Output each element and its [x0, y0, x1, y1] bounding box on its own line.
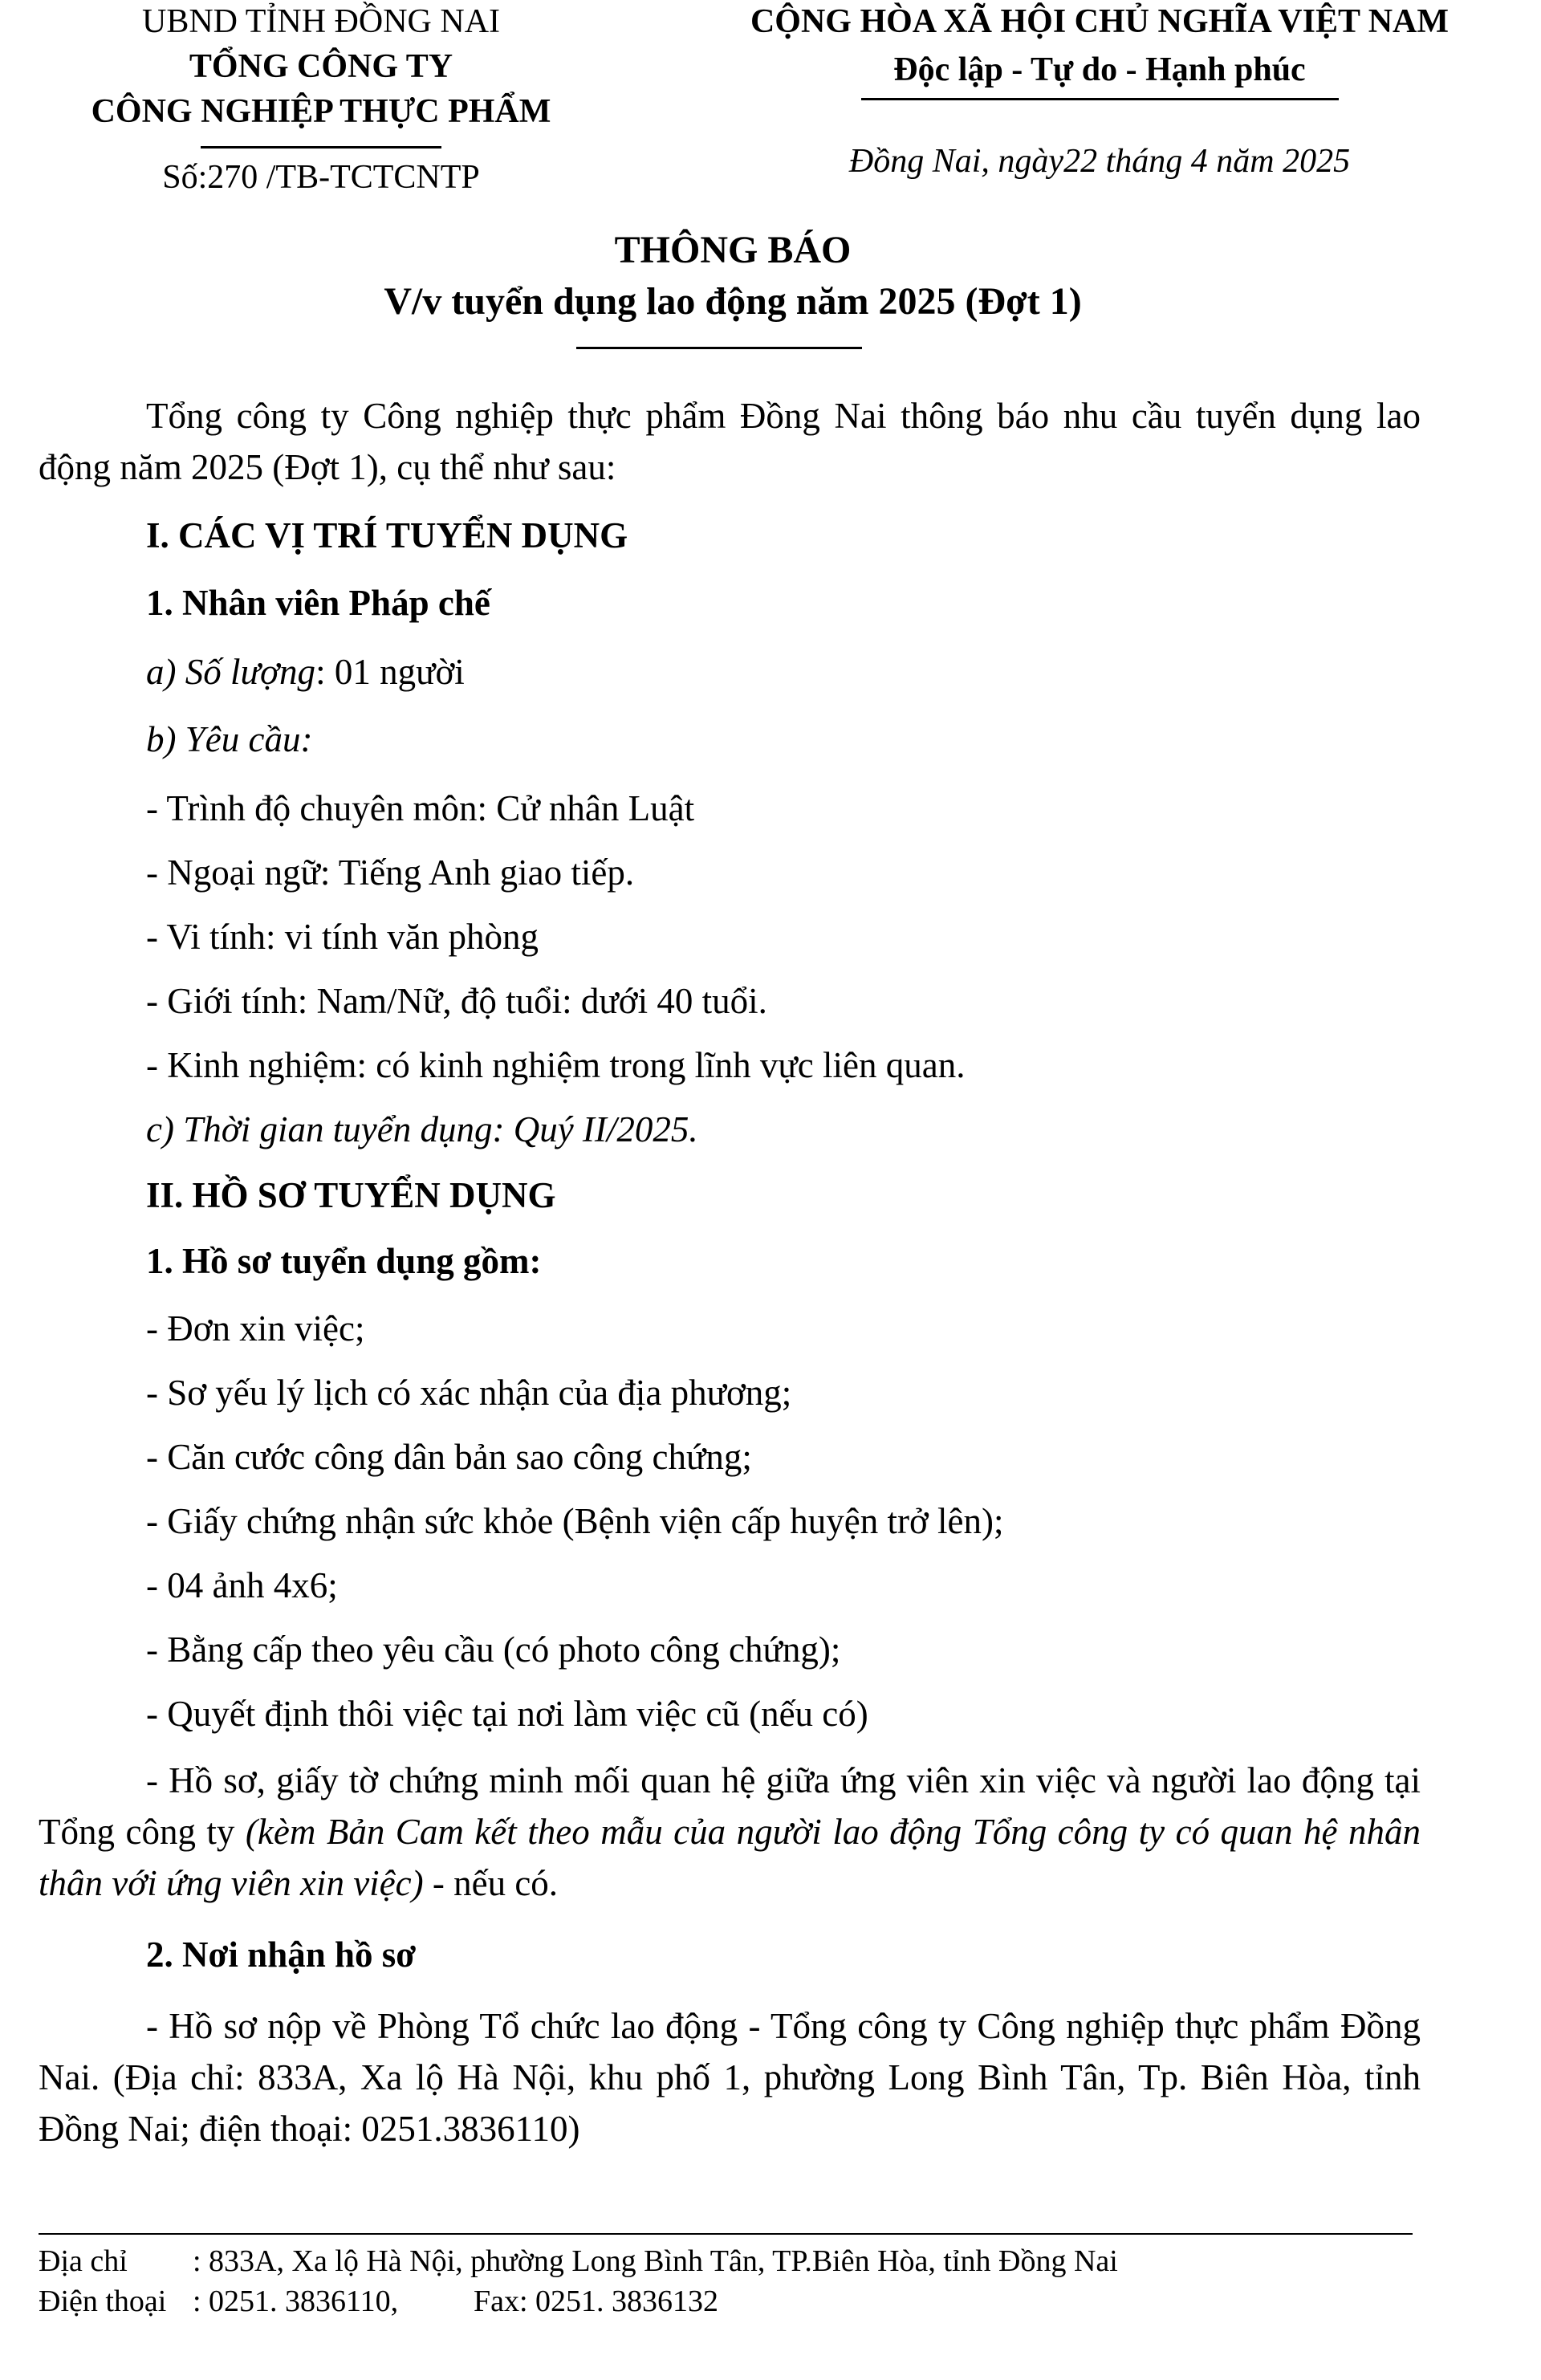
requirements-label: b) Yêu cầu: — [146, 719, 313, 759]
doc-item: - Sơ yếu lý lịch có xác nhận của địa phương; — [146, 1373, 792, 1413]
recruitment-time: c) Thời gian tuyển dụng: Quý II/2025. — [146, 1109, 698, 1149]
footer-address-label: Địa chỉ — [39, 2244, 128, 2278]
quantity-value: : 01 người — [315, 652, 465, 692]
issue-date: Đồng Nai, ngày22 tháng 4 năm 2025 — [848, 143, 1351, 180]
document-number: Số:270 /TB-TCTCNTP — [162, 159, 480, 196]
footer-phone-label: Điện thoại — [39, 2284, 167, 2318]
section2-heading: II. HỒ SƠ TUYỂN DỤNG — [146, 1175, 556, 1215]
requirement-item: - Trình độ chuyên môn: Cử nhân Luật — [146, 788, 695, 828]
section1-heading: I. CÁC VỊ TRÍ TUYỂN DỤNG — [146, 515, 628, 555]
receive-heading: 2. Nơi nhận hồ sơ — [146, 1935, 417, 1975]
requirement-item: - Vi tính: vi tính văn phòng — [146, 917, 539, 957]
requirement-item: - Kinh nghiệm: có kinh nghiệm trong lĩnh vực liên quan. — [146, 1045, 966, 1085]
company-name-line2: CÔNG NGHIỆP THỰC PHẨM — [91, 93, 551, 130]
company-name-line1: TỔNG CÔNG TY — [189, 48, 453, 85]
footer-phone-value: : 0251. 3836110, — [193, 2284, 399, 2318]
docs-heading: 1. Hồ sơ tuyển dụng gồm: — [146, 1241, 542, 1281]
position-title: 1. Nhân viên Pháp chế — [146, 583, 490, 623]
doc-item: - Quyết định thôi việc tại nơi làm việc cũ (nếu có) — [146, 1694, 868, 1734]
agency-name: UBND TỈNH ĐỒNG NAI — [141, 3, 501, 40]
footer-fax: Fax: 0251. 3836132 — [474, 2284, 719, 2318]
national-motto: Độc lập - Tự do - Hạnh phúc — [893, 51, 1306, 88]
quantity-line — [146, 650, 465, 694]
relation-paragraph — [39, 1755, 1421, 1909]
document-title: THÔNG BÁO — [614, 229, 852, 271]
quantity-label: a) Số lượng — [146, 652, 316, 692]
relation-commitment-note: (kèm Bản Cam kết theo mẫu của người lao động Tổng công ty có quan hệ nhân thân với ứng viên xin việc) — [39, 1812, 1421, 1903]
relation-suffix: - nếu có. — [423, 1863, 559, 1903]
doc-item: - 04 ảnh 4x6; — [146, 1565, 338, 1605]
receive-paragraph: - Hồ sơ nộp về Phòng Tổ chức lao động - Tổng công ty Công nghiệp thực phẩm Đồng Nai. (Địa chỉ: 833A, Xa lộ Hà Nội, khu phố 1, phường Long Bình Tân, Tp. Biên Hòa, tỉnh Đồng Nai; điện thoại: 0251.3836110) — [39, 2006, 1421, 2149]
intro-paragraph: Tổng công ty Công nghiệp thực phẩm Đồng Nai thông báo nhu cầu tuyển dụng lao động năm 2025 (Đợt 1), cụ thể như sau: — [39, 396, 1421, 487]
footer-divider — [39, 2233, 1413, 2235]
doc-item: - Đơn xin việc; — [146, 1308, 365, 1349]
requirement-item: - Ngoại ngữ: Tiếng Anh giao tiếp. — [146, 852, 635, 893]
doc-item: - Giấy chứng nhận sức khỏe (Bệnh viện cấp huyện trở lên); — [146, 1501, 1004, 1541]
country-name: CỘNG HÒA XÃ HỘI CHỦ NGHĨA VIỆT NAM — [750, 3, 1450, 40]
doc-item: - Bằng cấp theo yêu cầu (có photo công chứng); — [146, 1629, 841, 1670]
doc-item: - Căn cước công dân bản sao công chứng; — [146, 1437, 752, 1477]
footer-address-value: : 833A, Xa lộ Hà Nội, phường Long Bình Tân, TP.Biên Hòa, tỉnh Đồng Nai — [193, 2244, 1118, 2278]
motto-underline — [861, 98, 1339, 100]
title-underline — [576, 347, 862, 349]
requirement-item: - Giới tính: Nam/Nữ, độ tuổi: dưới 40 tuổi. — [146, 981, 767, 1021]
header-left-divider — [201, 146, 441, 148]
document-subject: V/v tuyển dụng lao động năm 2025 (Đợt 1) — [384, 280, 1082, 323]
relation-text: - Hồ sơ, giấy tờ chứng minh mối quan hệ giữa ứng viên xin việc và người lao động tại Tổng công ty — [39, 1760, 1421, 1852]
